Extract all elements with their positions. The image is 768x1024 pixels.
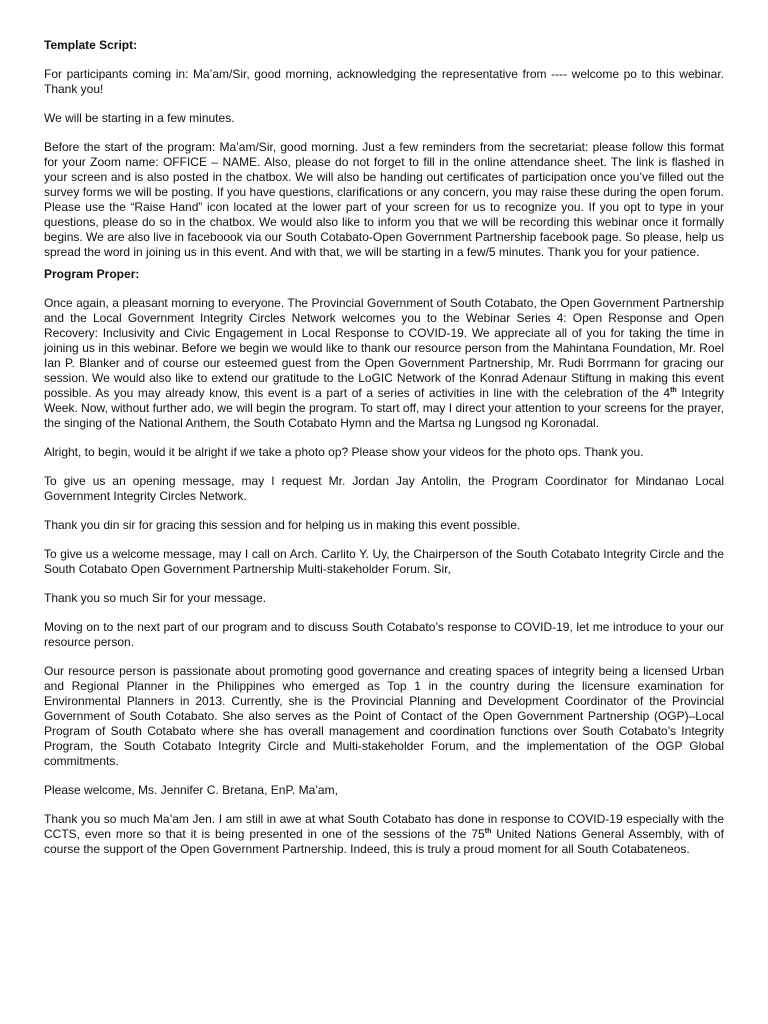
closing-thanks-part-2: United Nations General Assembly, with of course the support of the Open Government Partnership. Indeed, this is truly a proud moment for all South Cotabateneos.	[44, 827, 724, 856]
paragraph-opening-message: To give us an opening message, may I request Mr. Jordan Jay Antolin, the Program Coordinator for Mindanao Local Government Integrity Circles Network.	[44, 474, 724, 503]
paragraph-thanks-message: Thank you so much Sir for your message.	[44, 591, 267, 605]
paragraph-closing-thanks	[44, 812, 724, 857]
paragraph-participants-coming-in: For participants coming in: Ma’am/Sir, good morning, acknowledging the representative from ---- welcome po to this webinar. Thank you!	[44, 67, 724, 96]
paragraph-welcome-remarks	[44, 296, 724, 431]
ordinal-suffix: th	[670, 387, 677, 394]
ordinal-suffix: th	[484, 828, 492, 835]
paragraph-thanks-opening: Thank you din sir for gracing this session and for helping us in making this event possible.	[44, 518, 521, 532]
closing-thanks-part-1: Thank you so much Ma’am Jen. I am still in awe at what South Cotabato has done in response to COVID-19 especially with the CCTS, even more so that it is being presented in one of the sessions of the 75	[44, 812, 724, 841]
paragraph-please-welcome: Please welcome, Ms. Jennifer C. Bretana, EnP. Ma’am,	[44, 783, 338, 797]
welcome-remarks-part-1: Once again, a pleasant morning to everyone. The Provincial Government of South Cotabato, the Open Government Partnership and the Local Government Integrity Circles Network welcomes you to the Webinar Series 4: Open Response and Open Recovery: Inclusivity and Civic Engagement in Local Response to COVID-19. We appreciate all of you for taking the time in joining us in this webinar. Before we begin we would like to thank our resource person from the Mahintana Foundation, Mr. Roel Ian P. Blanker and of course our esteemed guest from the Open Government Partnership, Mr. Rudi Borrmann for gracing our session. We would also like to extend our gratitude to the LoGIC Network of the Konrad Adenaur Stiftung in making this event possible. As you may already know, this event is a part of a series of activities in line with the celebration of the 4	[44, 296, 724, 400]
welcome-remarks-part-2: Integrity Week. Now, without further ado, we will begin the program. To start off, may I direct your attention to your screens for the prayer, the singing of the National Anthem, the South Cotabato Hymn and the Martsa ng Lungsod ng Koronadal.	[44, 386, 724, 430]
program-proper-heading: Program Proper:	[44, 267, 140, 281]
paragraph-resource-person-bio: Our resource person is passionate about promoting good governance and creating spaces of integrity being a licensed Urban and Regional Planner in the Philippines who emerged as Top 1 in the country during the licensure examination for Environmental Planners in 2013. Currently, she is the Provincial Planning and Development Coordinator of the Provincial Government of South Cotabato. She also serves as the Point of Contact of the Open Government Partnership (OGP)–Local Program of South Cotabato where she has overall management and coordination functions over South Cotabato’s Integrity Program, the South Cotabato Integrity Circle and Multi-stakeholder Forum, and the implementation of the OGP Global commitments.	[44, 664, 724, 768]
template-script-heading: Template Script:	[44, 38, 138, 52]
paragraph-welcome-message: To give us a welcome message, may I call on Arch. Carlito Y. Uy, the Chairperson of the South Cotabato Integrity Circle and the South Cotabato Open Government Partnership Multi-stakeholder Forum. Sir,	[44, 547, 724, 576]
paragraph-photo-op: Alright, to begin, would it be alright if we take a photo op? Please show your videos for the photo ops. Thank you.	[44, 445, 644, 459]
paragraph-starting-soon: We will be starting in a few minutes.	[44, 111, 235, 125]
paragraph-introduce-resource-person: Moving on to the next part of our program and to discuss South Cotabato’s response to COVID-19, let me introduce to your our resource person.	[44, 620, 724, 649]
paragraph-reminders: Before the start of the program: Ma’am/Sir, good morning. Just a few reminders from the secretariat: please follow this format for your Zoom name: OFFICE – NAME. Also, please do not forget to fill in the online attendance sheet. The link is flashed in your screen and is also posted in the chatbox. We will also be handing out certificates of participation once you’ve filled out the survey forms we will be posting. If you have questions, clarifications or any concern, you may raise these during the open forum. Please use the “Raise Hand” icon located at the lower part of your screen for us to recognize you. If you opt to type in your questions, please do so in the chatbox. We would also like to inform you that we will be recording this webinar once it formally begins. We are also live in faceboook via our South Cotabato-Open Government Partnership facebook page. So please, help us spread the word in joining us in this event. And with that, we will be starting in a few/5 minutes. Thank you for your patience.	[44, 140, 724, 259]
